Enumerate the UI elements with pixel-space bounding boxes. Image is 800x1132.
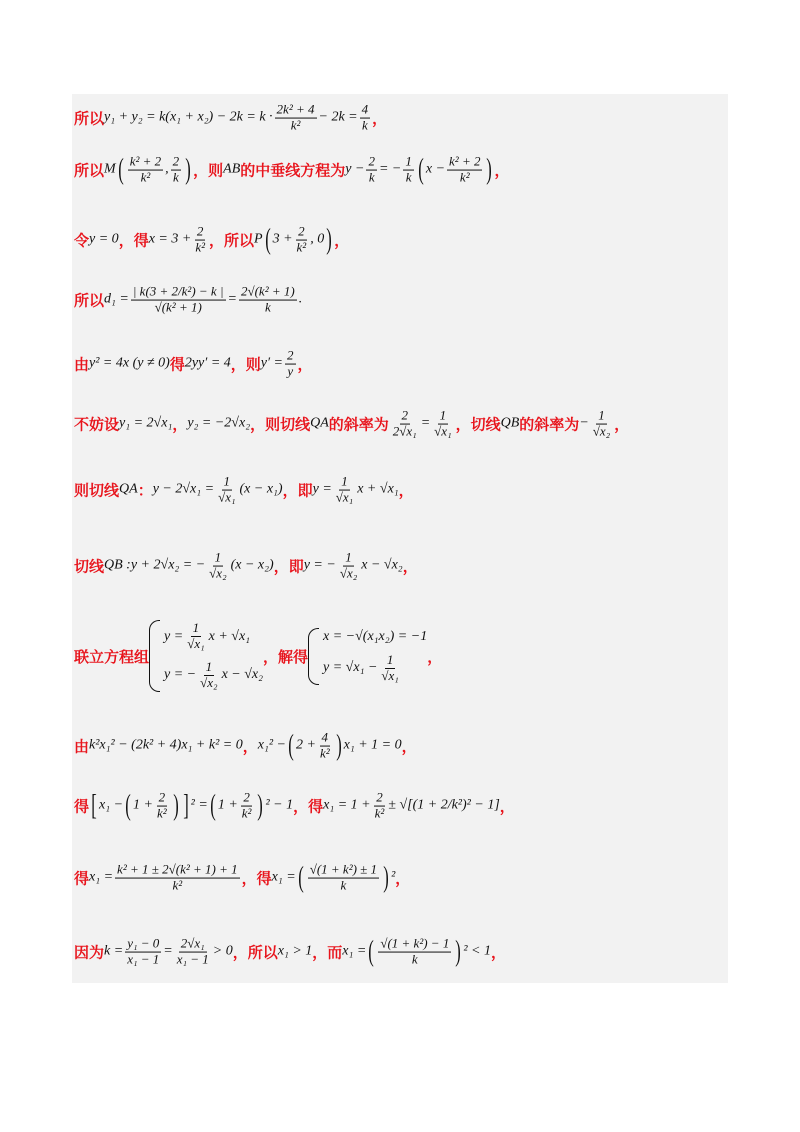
fraction — [318, 731, 332, 762]
chinese-text: 所以 — [74, 109, 105, 128]
bracket: ) — [455, 935, 462, 968]
math-expression: x = −√(x₁x₂) = −1 — [323, 628, 428, 644]
bracket: ( — [117, 153, 124, 186]
math-expression: QA — [310, 416, 329, 431]
math-expression: = — [227, 292, 237, 307]
math-expression: = — [163, 944, 173, 959]
math-expression: x₁ = — [89, 870, 114, 885]
chinese-text: ，得 — [293, 797, 324, 816]
fraction-denominator: k² — [195, 239, 205, 255]
fraction-denominator: x₁ − 1 — [127, 951, 160, 967]
fraction-denominator: y — [287, 363, 294, 379]
fraction — [338, 551, 359, 582]
chinese-text: 切线 — [74, 557, 105, 576]
bracket: ( — [297, 861, 304, 894]
chinese-text: ， — [494, 161, 510, 180]
fraction-numerator: 2k² + 4 — [276, 101, 315, 117]
fraction-denominator: √x₂ — [592, 423, 611, 439]
math-expression: , — [165, 162, 169, 177]
equation-system — [149, 620, 263, 692]
system-row — [164, 660, 263, 691]
math-expression: y′ = — [260, 356, 284, 371]
chinese-text: 得 — [74, 869, 90, 888]
math-expression: > 0 — [212, 944, 233, 959]
solution-line — [74, 285, 302, 316]
fraction-numerator: 1 — [386, 651, 394, 667]
math-expression: x₁² − — [257, 738, 286, 753]
fraction-denominator: k² — [319, 745, 330, 761]
fraction-numerator: | k(3 + 2/k²) − k | — [132, 283, 224, 299]
fraction-denominator: √(k² + 1) — [154, 299, 202, 315]
chinese-text: 的斜率为 — [328, 415, 389, 434]
fraction-numerator: 2 — [243, 789, 250, 805]
system-row — [323, 653, 427, 684]
fraction-numerator: 4 — [321, 729, 329, 745]
math-expression: ² − 1 — [265, 798, 294, 813]
chinese-text: ，所以 — [208, 231, 254, 250]
fraction-numerator: 1 — [345, 549, 352, 565]
math-expression: 2 + — [295, 738, 316, 753]
fraction — [125, 937, 161, 968]
chinese-text: 不妨设 — [74, 415, 120, 434]
fraction-denominator: k — [361, 117, 368, 133]
math-expression: y₁ + y₂ = k(x₁ + x₂) − 2k = k · — [104, 110, 273, 125]
chinese-text: ，解得 — [263, 647, 309, 666]
math-expression: y₂ = −2√x₂ — [187, 416, 251, 431]
fraction-numerator: 2 — [376, 789, 383, 805]
chinese-text: ， — [242, 737, 258, 756]
solution-line — [74, 551, 418, 582]
fraction-numerator: 4 — [361, 101, 369, 117]
chinese-text: ，即 — [273, 557, 304, 576]
fraction — [131, 285, 226, 316]
math-expression: x₁ = — [342, 944, 367, 959]
fraction — [155, 791, 169, 822]
math-expression: x − √x₂ — [361, 558, 403, 573]
bracket: [ — [91, 789, 97, 822]
math-expression: 1 + — [133, 798, 153, 813]
math-expression: (x − x₁) — [239, 482, 283, 497]
fraction-denominator: √x₁ — [218, 489, 236, 505]
bracket: ) — [383, 861, 389, 894]
fraction-numerator: √(1 + k²) ± 1 — [309, 861, 378, 877]
fraction-numerator: k² + 2 — [129, 153, 162, 169]
fraction-denominator: k — [340, 877, 347, 893]
bracket: ) — [335, 729, 342, 762]
fraction-numerator: 2 — [401, 407, 408, 423]
fraction — [198, 660, 219, 691]
fraction-denominator: √x₂ — [209, 565, 227, 581]
fraction-numerator: 2√x₁ — [180, 935, 205, 951]
fraction-denominator: k — [411, 951, 418, 967]
fraction — [379, 653, 400, 684]
chinese-text: 联立方程组 — [74, 647, 150, 666]
math-expression: y − 2√x₁ = — [152, 482, 215, 497]
math-expression: M — [104, 162, 116, 177]
math-expression: y² = 4x (y ≠ 0) — [89, 356, 170, 371]
math-expression: P — [254, 232, 263, 247]
fraction-numerator: 1 — [341, 473, 348, 489]
fraction — [334, 475, 355, 506]
bracket: ( — [125, 789, 131, 822]
chinese-text: ，得 — [241, 869, 272, 888]
math-expression: k = — [104, 944, 124, 959]
chinese-text: ， — [334, 231, 350, 250]
math-expression: QB — [500, 416, 520, 431]
fraction-numerator: 1 — [192, 620, 200, 636]
chinese-text: 由 — [74, 355, 90, 374]
solution-line — [74, 937, 506, 968]
chinese-text: ， — [427, 647, 443, 666]
bracket: ( — [368, 935, 375, 968]
math-expression: ² < 1 — [463, 944, 491, 959]
solution-line — [74, 155, 510, 186]
fraction-denominator: k² — [140, 169, 151, 185]
fraction — [185, 621, 206, 652]
chinese-text: ，则 — [193, 161, 224, 180]
equation-system — [308, 628, 427, 685]
solution-line — [74, 225, 349, 256]
bracket: ) — [486, 153, 493, 186]
math-expression: d₁ = — [104, 292, 129, 307]
fraction-denominator: k² — [296, 239, 307, 255]
solution-line — [74, 409, 629, 440]
fraction-denominator: x₁ − 1 — [176, 951, 209, 967]
fraction — [275, 103, 317, 134]
bracket: ( — [210, 789, 216, 822]
math-expression: y = 0 — [89, 232, 119, 247]
chinese-text: ， — [499, 797, 515, 816]
fraction-numerator: 1 — [223, 473, 231, 489]
fraction — [285, 349, 296, 380]
fraction-denominator: √x₁ — [434, 423, 452, 439]
chinese-text: ， — [614, 415, 630, 434]
math-expression: y = − — [164, 667, 197, 683]
chinese-text: 令 — [74, 231, 90, 250]
bracket: ) — [185, 153, 191, 186]
math-expression: x + √x₁ — [357, 482, 399, 497]
math-expression: x − √x₂ — [221, 667, 263, 683]
fraction-numerator: 2 — [287, 347, 294, 363]
math-expression: ² = — [190, 798, 208, 813]
fraction-numerator: 1 — [439, 407, 447, 423]
solution-line — [74, 620, 442, 692]
math-expression: y − — [345, 162, 365, 177]
math-expression: y + 2√x₂ = − — [130, 558, 206, 573]
math-expression: (x − x₂) — [230, 558, 274, 573]
fraction-denominator: √x₁ — [335, 489, 354, 505]
bracket: ) — [326, 223, 332, 256]
fraction — [366, 155, 377, 186]
solution-line — [74, 349, 313, 380]
math-expression: y = — [164, 628, 184, 644]
fraction — [295, 225, 309, 256]
math-expression: y = — [312, 482, 332, 497]
chinese-text: ，则 — [230, 355, 261, 374]
math-expression: y₁ = 2√x₁ — [119, 416, 173, 431]
bracket: ) — [172, 789, 179, 822]
fraction-denominator: k² — [374, 805, 385, 821]
math-expression: x₁ = — [271, 870, 296, 885]
fraction-numerator: k² + 2 — [449, 153, 481, 169]
math-expression: x + √x₁ — [208, 628, 251, 644]
math-expression: 1 + — [217, 798, 238, 813]
chinese-text: 所以 — [74, 161, 105, 180]
fraction — [373, 791, 387, 822]
math-expression: x₁ − — [99, 798, 124, 813]
chinese-text: ， — [490, 943, 506, 962]
math-expression: ± √[(1 + 2/k²)² − 1] — [388, 798, 500, 813]
math-expression: 2yy′ = 4 — [184, 356, 231, 371]
math-expression: x = 3 + — [148, 232, 192, 247]
fraction-denominator: k² — [157, 805, 167, 821]
chinese-text: ，而 — [312, 943, 343, 962]
fraction-numerator: √(1 + k²) − 1 — [380, 935, 450, 951]
fraction — [378, 937, 451, 968]
math-expression: y = − — [303, 558, 336, 573]
math-expression: 3 + — [272, 232, 293, 247]
fraction — [171, 155, 182, 186]
math-expression: y = √x₁ − — [323, 660, 378, 675]
math-expression: ² — [391, 870, 396, 885]
chinese-text: ， — [172, 415, 188, 434]
math-expression: = − — [378, 162, 402, 177]
fraction-numerator: 1 — [598, 407, 605, 423]
chinese-text: 的中垂线方程为 — [240, 161, 346, 180]
math-expression: − 2k = — [318, 110, 358, 125]
math-expression: x − — [425, 162, 446, 177]
fraction — [240, 791, 254, 822]
fraction-denominator: k² — [241, 805, 252, 821]
fraction-numerator: y₁ − 0 — [127, 935, 160, 951]
chinese-text: ， — [398, 481, 414, 500]
chinese-text: 所以 — [74, 291, 105, 310]
math-expression: AB — [223, 162, 241, 177]
bracket: ] — [182, 789, 189, 822]
chinese-text: 的斜率为 — [519, 415, 580, 434]
chinese-text: 则切线 — [74, 481, 120, 500]
fraction-denominator: √x₂ — [200, 674, 218, 690]
fraction-numerator: 1 — [405, 153, 412, 169]
math-expression: = — [420, 416, 431, 431]
chinese-text: ，得 — [118, 231, 149, 250]
fraction-numerator: 2 — [196, 223, 204, 239]
fraction — [391, 409, 419, 440]
chinese-text: 得 — [74, 797, 90, 816]
fraction-numerator: 2 — [298, 223, 305, 239]
fraction — [403, 155, 414, 186]
fraction-numerator: 2 — [158, 789, 166, 805]
system-brace — [149, 620, 160, 692]
solution-line — [74, 103, 387, 134]
math-expression: k²x₁² − (2k² + 4)x₁ + k² = 0 — [89, 738, 243, 753]
chinese-text: ，即 — [282, 481, 313, 500]
math-expression: QA — [119, 482, 138, 497]
chinese-text: ， — [401, 737, 417, 756]
solution-line — [74, 731, 417, 762]
fraction — [239, 285, 297, 316]
fraction — [115, 863, 240, 894]
fraction-denominator: √x₁ — [187, 636, 205, 652]
chinese-text: 因为 — [74, 943, 105, 962]
fraction-numerator: 2√(k² + 1) — [240, 283, 295, 299]
math-expression: x₁ + 1 = 0 — [343, 738, 402, 753]
bracket: ( — [264, 223, 271, 256]
fraction — [447, 155, 482, 186]
chinese-text: 由 — [74, 737, 90, 756]
fraction — [216, 475, 237, 506]
chinese-text: 得 — [169, 355, 185, 374]
math-expression: x₁ > 1 — [277, 944, 313, 959]
bracket: ) — [257, 789, 264, 822]
chinese-text: ，则切线 — [250, 415, 311, 434]
fraction-numerator: 1 — [214, 549, 222, 565]
fraction — [175, 937, 211, 968]
fraction-denominator: k² — [459, 169, 470, 185]
system-brace — [308, 628, 319, 685]
fraction — [308, 863, 379, 894]
fraction-numerator: 2 — [368, 153, 375, 169]
math-expression: QB : — [104, 558, 131, 573]
fraction-denominator: √x₁ — [381, 667, 399, 683]
system-rows — [164, 621, 263, 691]
chinese-text: ： — [137, 481, 153, 500]
fraction-numerator: k² + 1 ± 2√(k² + 1) + 1 — [117, 861, 238, 877]
fraction-denominator: √x₂ — [339, 565, 358, 581]
system-rows — [323, 629, 427, 684]
system-row — [323, 629, 427, 645]
system-row — [164, 621, 263, 652]
bracket: ( — [418, 153, 424, 186]
fraction — [432, 409, 453, 440]
fraction-denominator: 2√x₁ — [392, 423, 417, 439]
math-expression: , 0 — [310, 232, 325, 247]
fraction — [360, 103, 371, 134]
chinese-text: ， — [297, 355, 313, 374]
fraction-denominator: k — [368, 169, 375, 185]
fraction — [193, 225, 207, 256]
fraction-numerator: 2 — [172, 153, 180, 169]
math-expression: − — [579, 416, 589, 431]
fraction-denominator: k — [264, 299, 271, 315]
fraction-denominator: k — [173, 169, 179, 185]
fraction-denominator: k — [405, 169, 412, 185]
chinese-text: ， — [402, 557, 418, 576]
fraction-denominator: k² — [290, 117, 301, 133]
solution-line — [74, 863, 410, 894]
math-expression: x₁ = 1 + — [323, 798, 371, 813]
solution-line — [74, 475, 414, 506]
chinese-text: ，切线 — [455, 415, 501, 434]
fraction-numerator: 1 — [205, 659, 213, 674]
chinese-text: ， — [395, 869, 411, 888]
solution-line — [74, 791, 515, 822]
math-expression: . — [298, 292, 303, 307]
bracket: ( — [288, 729, 294, 762]
fraction — [207, 551, 228, 582]
chinese-text: ，所以 — [232, 943, 278, 962]
chinese-text: ， — [372, 109, 388, 128]
fraction — [128, 155, 163, 186]
fraction — [591, 409, 612, 440]
fraction-denominator: k² — [172, 877, 183, 893]
